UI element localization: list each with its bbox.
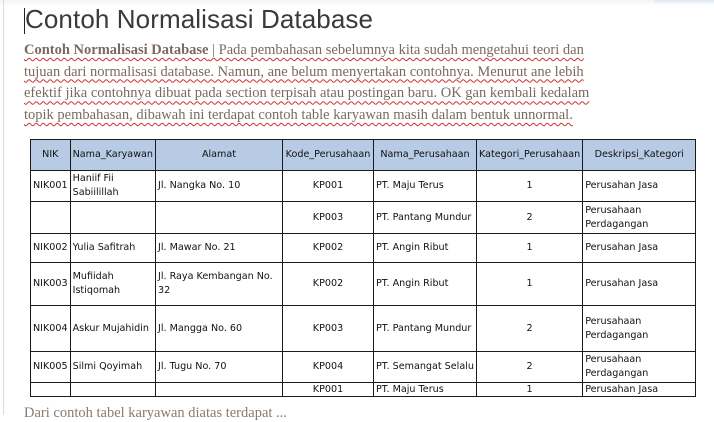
- cell-nama-perusahaan: PT. Semangat Selalu: [374, 352, 477, 383]
- intro-line-3: efektif jika contohnya dibuat pada section terpisah atau postingan baru. OK gan kembali kedalam: [24, 85, 590, 102]
- intro-line-2: tujuan dari normalisasi database. Namun, ane belum menyertakan contohnya. Menurut ane lebih: [24, 63, 584, 80]
- employee-table[interactable]: [30, 139, 696, 397]
- cell-deskripsi-kategori: Perusahan Jasa: [583, 171, 696, 202]
- cell-nama-perusahaan: PT. Angin Ribut: [374, 234, 477, 263]
- cell-alamat: Jl. Nangka No. 10: [156, 171, 283, 202]
- cell-kode-perusahaan: KP004: [283, 352, 374, 383]
- header-kategori-perusahaan: Kategori_Perusahaan: [477, 140, 583, 171]
- cell-kategori-perusahaan: 1: [477, 234, 583, 263]
- cell-alamat: Jl. Raya Kembangan No. 32: [156, 263, 283, 306]
- cell-nik: NIK004: [31, 306, 71, 352]
- cell-nik: NIK005: [31, 352, 71, 383]
- cell-kategori-perusahaan: 2: [477, 352, 583, 383]
- page-edge-rule: [3, 0, 4, 415]
- table-row: [31, 234, 696, 263]
- cell-nama-karyawan: Haniif Fii Sabiilillah: [70, 171, 155, 202]
- table-row: [31, 263, 696, 306]
- cell-kategori-perusahaan: 1: [477, 171, 583, 202]
- cell-nama-perusahaan: PT. Maju Terus: [374, 171, 477, 202]
- cell-kode-perusahaan: KP001: [283, 171, 374, 202]
- cell-nik: NIK001: [31, 171, 71, 202]
- cell-alamat: Jl. Mawar No. 21: [156, 234, 283, 263]
- table-row: [31, 171, 696, 202]
- header-kode-perusahaan: Kode_Perusahaan: [283, 140, 374, 171]
- intro-line-1: [24, 40, 634, 62]
- cell-deskripsi-kategori: Perusahaan Perdagangan: [583, 306, 696, 352]
- cell-alamat: Jl. Mangga No. 60: [156, 306, 283, 352]
- cell-kategori-perusahaan: 2: [477, 202, 583, 234]
- cell-nama-karyawan: Askur Mujahidin: [70, 306, 155, 352]
- post-heading[interactable]: Contoh Normalisasi Database: [25, 4, 374, 34]
- intro-paragraph[interactable]: [24, 40, 634, 127]
- cell-nama-karyawan: Silmi Qoyimah: [70, 352, 155, 383]
- cell-nik: [31, 202, 71, 234]
- header-deskripsi-kategori: Deskripsi_Kategori: [583, 140, 696, 171]
- top-accent: [654, 0, 714, 5]
- cell-deskripsi-kategori: Perusahan Jasa: [583, 234, 696, 263]
- cell-alamat: Jl. Tugu No. 70: [156, 352, 283, 383]
- cell-nik: NIK003: [31, 263, 71, 306]
- cell-nama-perusahaan: PT. Maju Terus: [374, 383, 477, 397]
- table-row: [31, 383, 696, 397]
- intro-bold-lead: Contoh Normalisasi Database: [24, 42, 209, 58]
- header-nik: NIK: [31, 140, 71, 171]
- cell-kode-perusahaan: KP002: [283, 263, 374, 306]
- cell-nik: NIK002: [31, 234, 71, 263]
- cell-kode-perusahaan: KP002: [283, 234, 374, 263]
- cell-kategori-perusahaan: 2: [477, 306, 583, 352]
- cell-kategori-perusahaan: 1: [477, 383, 583, 397]
- cell-deskripsi-kategori: Perusahan Jasa: [583, 383, 696, 397]
- cell-kode-perusahaan: KP001: [283, 383, 374, 397]
- cell-kode-perusahaan: KP003: [283, 202, 374, 234]
- table-header-row: [31, 140, 696, 171]
- cell-nik: [31, 383, 71, 397]
- cell-alamat: [156, 383, 283, 397]
- cell-kategori-perusahaan: 1: [477, 263, 583, 306]
- header-nama-karyawan: Nama_Karyawan: [70, 140, 155, 171]
- cell-nama-karyawan: Yulia Safitrah: [70, 234, 155, 263]
- cell-nama-karyawan: [70, 383, 155, 397]
- table-row: [31, 306, 696, 352]
- cell-nama-perusahaan: PT. Angin Ribut: [374, 263, 477, 306]
- cell-deskripsi-kategori: Perusahaan Perdagangan: [583, 202, 696, 234]
- header-alamat: Alamat: [156, 140, 283, 171]
- cell-nama-perusahaan: PT. Pantang Mundur: [374, 202, 477, 234]
- cell-kode-perusahaan: KP003: [283, 306, 374, 352]
- intro-line-4: topik pembahasan, dibawah ini terdapat contoh table karyawan masih dalam bentuk unnormal.: [24, 107, 573, 124]
- intro-line-1-rest: | Pada pembahasan sebelumnya kita sudah mengetahui teori dan: [208, 42, 584, 58]
- following-paragraph-partial: Dari contoh tabel karyawan diatas terdapat ...: [24, 405, 287, 421]
- cell-nama-karyawan: Mufiidah Istiqomah: [70, 263, 155, 306]
- header-nama-perusahaan: Nama_Perusahaan: [374, 140, 477, 171]
- cell-deskripsi-kategori: Perusahan Jasa: [583, 263, 696, 306]
- cell-deskripsi-kategori: Perusahaan Perdagangan: [583, 352, 696, 383]
- table-row: [31, 352, 696, 383]
- cell-nama-karyawan: [70, 202, 155, 234]
- table-row: [31, 202, 696, 234]
- cell-nama-perusahaan: PT. Pantang Mundur: [374, 306, 477, 352]
- cell-alamat: [156, 202, 283, 234]
